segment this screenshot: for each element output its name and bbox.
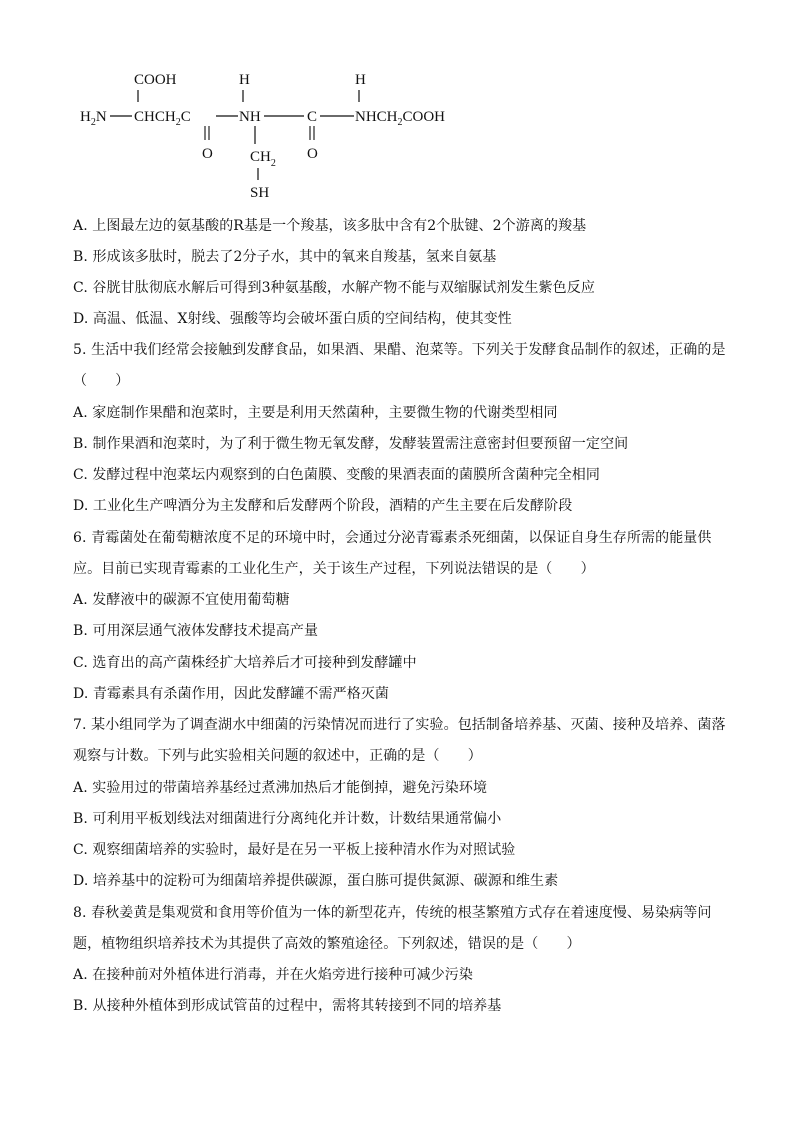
formula-o-right: O (307, 146, 318, 162)
option-4c: C. 谷胱甘肽彻底水解后可得到3种氨基酸，水解产物不能与双缩脲试剂发生紫色反应 (73, 280, 595, 296)
option-7d: D. 培养基中的淀粉可为细菌培养提供碳源，蛋白胨可提供氮源、碳源和维生素 (73, 873, 559, 889)
formula-chch2c: $CHCH_2C$ (134, 109, 191, 128)
option-5c: C. 发酵过程中泡菜坛内观察到的白色菌膜、变酸的果酒表面的菌膜所含菌种完全相同 (73, 467, 601, 483)
formula-ch2: $CH_2$ (250, 149, 276, 169)
question-7-stem: 7. 某小组同学为了调查湖水中细菌的污染情况而进行了实验。包括制备培养基、灭菌、接种及培养、菌落 (73, 717, 726, 733)
option-4b: B. 形成该多肽时，脱去了2分子水，其中的氧来自羧基，氢来自氨基 (73, 249, 497, 265)
option-6a: A. 发酵液中的碳源不宜使用葡萄糖 (73, 592, 290, 608)
question-5-bracket: （ ） (73, 373, 130, 389)
option-4a: A. 上图最左边的氨基酸的R基是一个羧基，该多肽中含有2个肽键、2个游离的羧基 (73, 218, 587, 234)
formula-h-left: H (239, 72, 250, 88)
tripeptide-structural-formula (78, 64, 446, 204)
option-8a: A. 在接种前对外植体进行消毒，并在火焰旁进行接种可减少污染 (73, 967, 474, 983)
option-8b: B. 从接种外植体到形成试管苗的过程中，需将其转接到不同的培养基 (73, 998, 502, 1014)
option-7c: C. 观察细菌培养的实验时，最好是在另一平板上接种清水作为对照试验 (73, 842, 516, 858)
option-6b: B. 可用深层通气液体发酵技术提高产量 (73, 623, 319, 639)
question-5-stem: 5. 生活中我们经常会接触到发酵食品，如果酒、果醋、泡菜等。下列关于发酵食品制作的叙述，正确的是 (73, 342, 726, 358)
option-6d: D. 青霉素具有杀菌作用，因此发酵罐不需严格灭菌 (73, 686, 390, 702)
formula-cooh-top: COOH (134, 72, 177, 88)
formula-h2n: $H_2N$ (80, 109, 107, 128)
formula-svg (78, 64, 446, 204)
option-5a: A. 家庭制作果醋和泡菜时，主要是利用天然菌种，主要微生物的代谢类型相同 (73, 405, 558, 421)
formula-sh: SH (250, 185, 270, 201)
question-8-stem-cont: 题，植物组织培养技术为其提供了高效的繁殖途径。下列叙述，错误的是（ ） (73, 936, 581, 952)
formula-o-left: O (202, 146, 213, 162)
option-6c: C. 选育出的高产菌株经扩大培养后才可接种到发酵罐中 (73, 655, 417, 671)
option-5d: D. 工业化生产啤酒分为主发酵和后发酵两个阶段，酒精的产生主要在后发酵阶段 (73, 498, 573, 514)
formula-nh: NH (239, 109, 261, 125)
option-5b: B. 制作果酒和泡菜时，为了利于微生物无氧发酵，发酵装置需注意密封但要预留一定空间 (73, 436, 629, 452)
option-7a: A. 实验用过的带菌培养基经过煮沸加热后才能倒掉，避免污染环境 (73, 780, 488, 796)
option-7b: B. 可利用平板划线法对细菌进行分离纯化并计数，计数结果通常偏小 (73, 811, 502, 827)
formula-c-mid: C (307, 109, 318, 125)
question-6-stem-cont: 应。目前已实现青霉素的工业化生产，关于该生产过程，下列说法错误的是（ ） (73, 561, 595, 577)
question-6-stem: 6. 青霉菌处在葡萄糖浓度不足的环境中时，会通过分泌青霉素杀死细菌，以保证自身生存所需的能量供 (73, 530, 712, 546)
option-4d: D. 高温、低温、X射线、强酸等均会破坏蛋白质的空间结构，使其变性 (73, 311, 512, 327)
formula-h-right: H (355, 72, 366, 88)
formula-nhch2cooh: $NHCH_2COOH$ (355, 109, 446, 128)
question-7-stem-cont: 观察与计数。下列与此实验相关问题的叙述中，正确的是（ ） (73, 748, 482, 764)
question-8-stem: 8. 春秋姜黄是集观赏和食用等价值为一体的新型花卉，传统的根茎繁殖方式存在着速度慢、易染病等问 (73, 905, 712, 921)
